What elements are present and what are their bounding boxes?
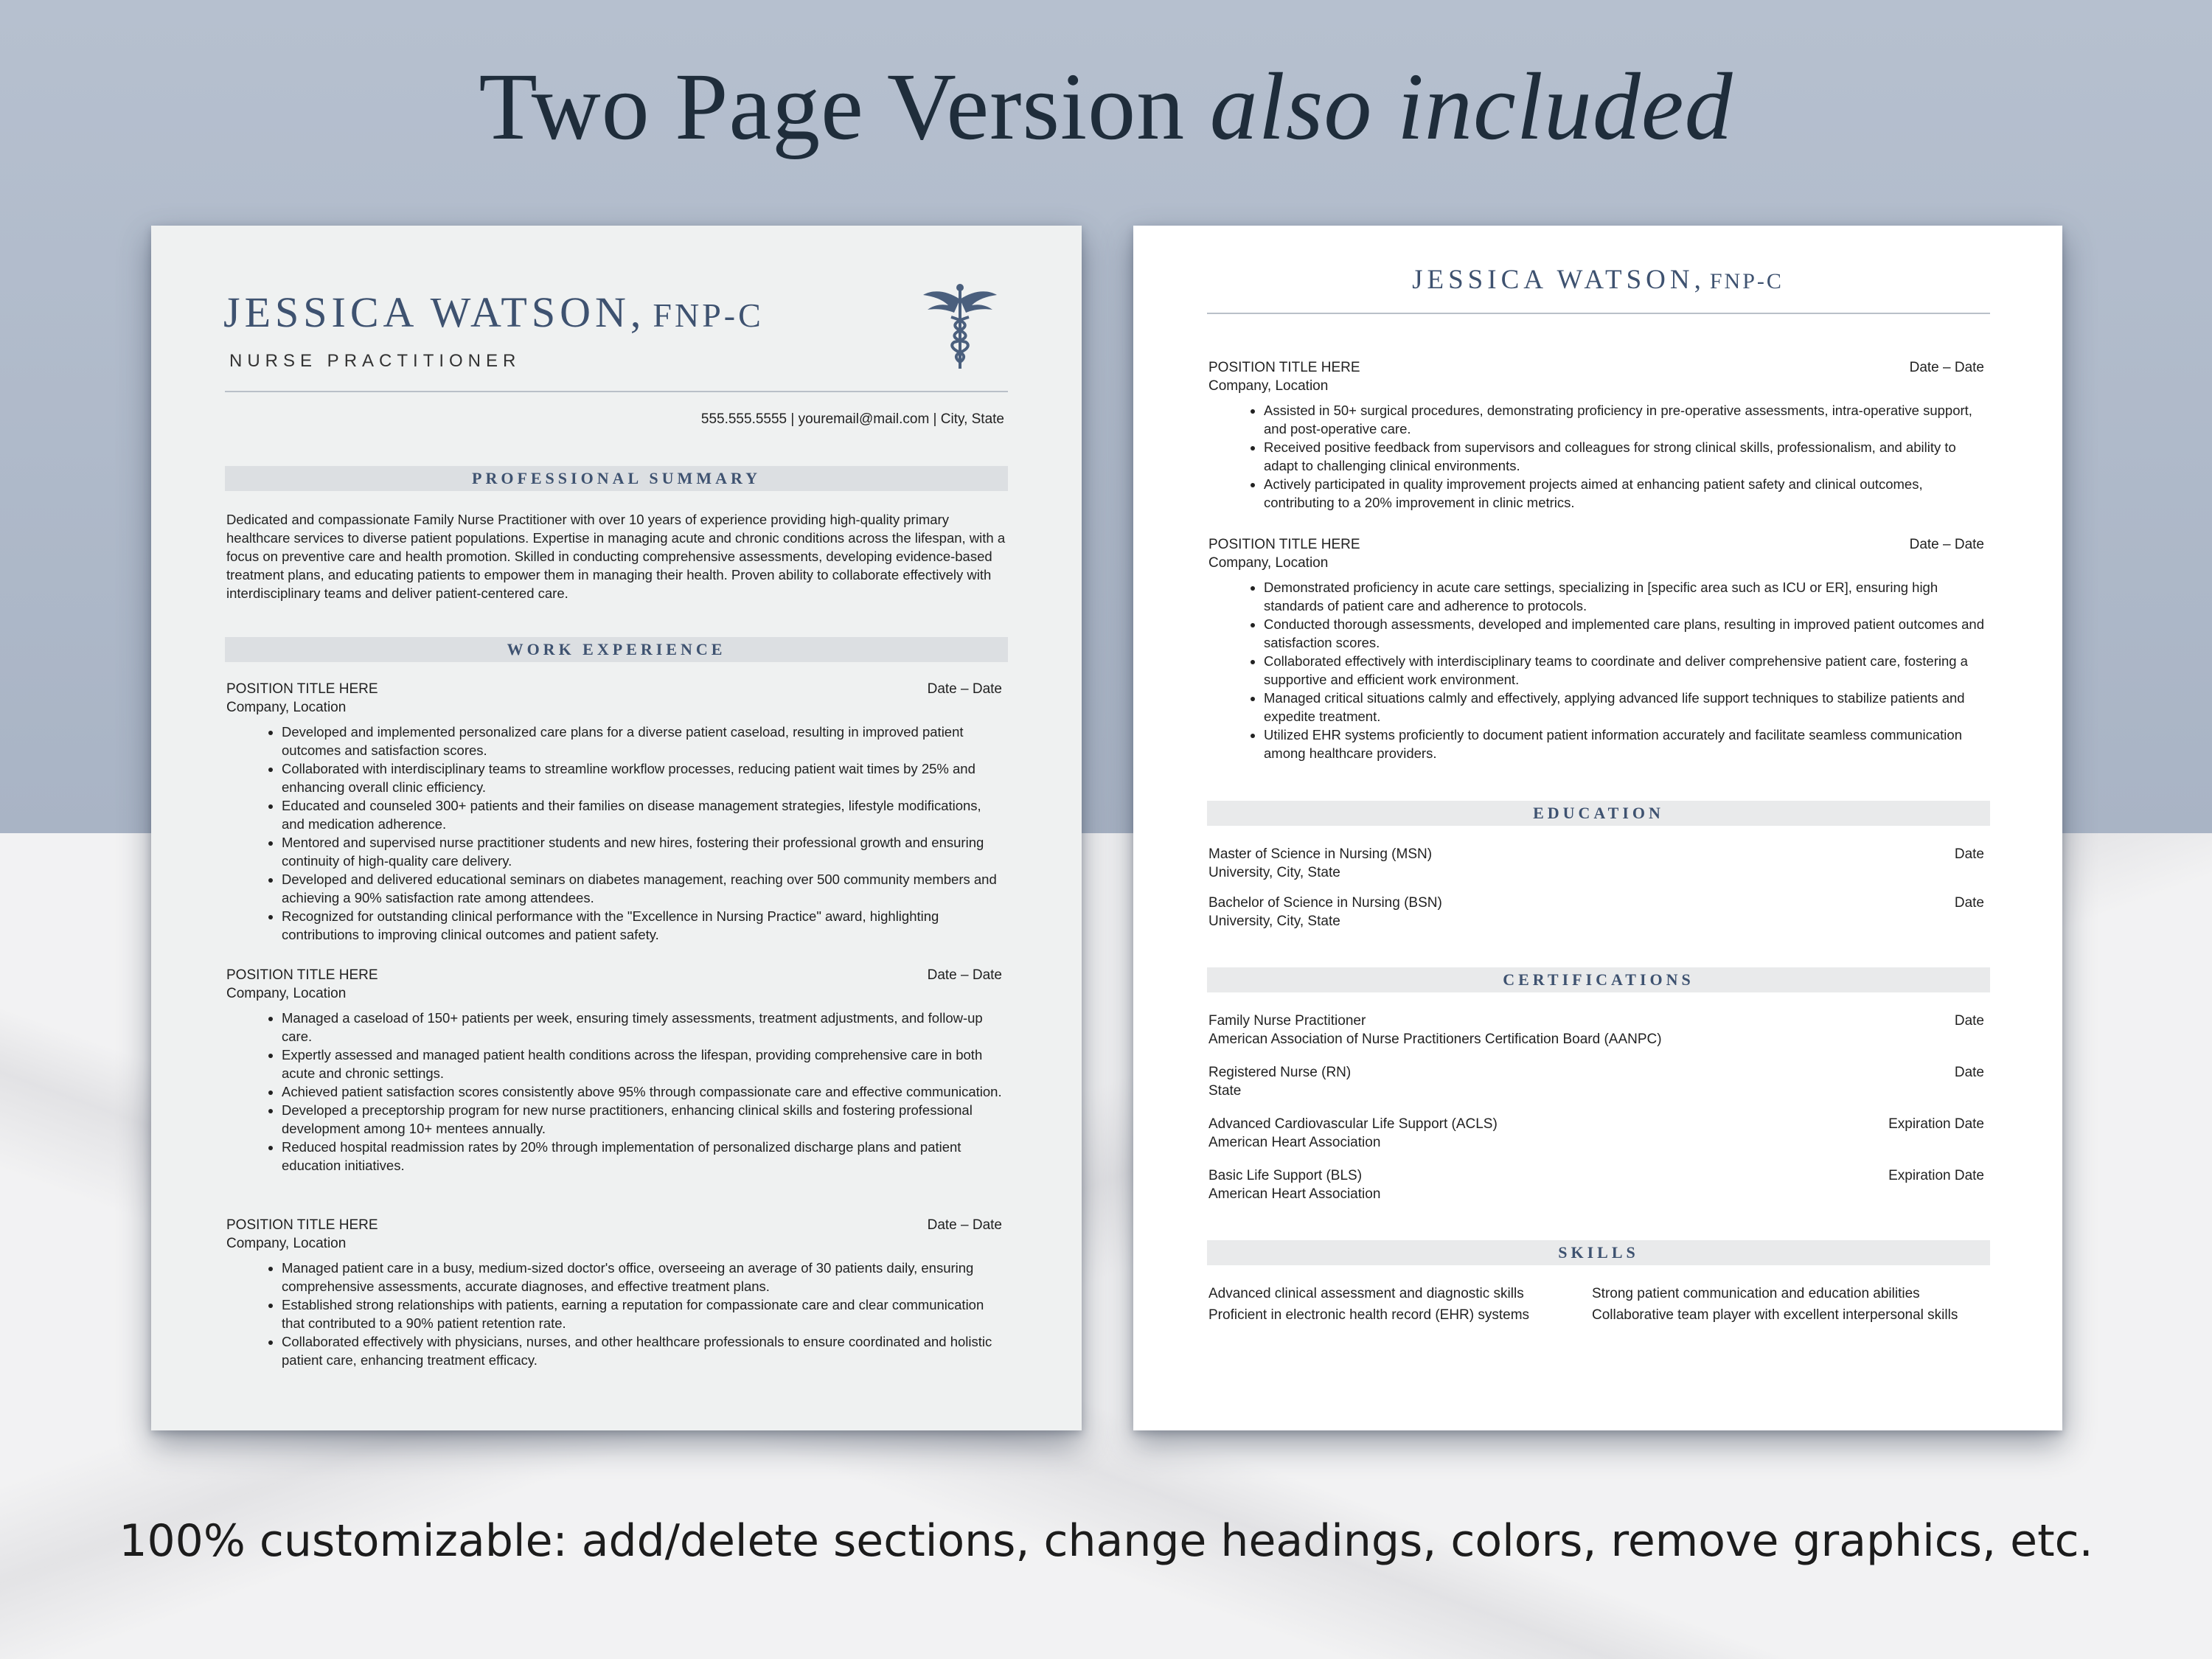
resume-page-1 [151, 226, 1082, 1430]
job-date: Date – Date [1909, 360, 1984, 375]
job-date: Date – Date [927, 1217, 1002, 1233]
skill-item: Advanced clinical assessment and diagnostic skills [1208, 1286, 1524, 1301]
bullet-item: • Assisted in 50+ surgical procedures, demonstrating proficiency in pre-operative assessments, intra-operative support, and post-operative care. [1264, 401, 1984, 438]
job-title: POSITION TITLE HERE [226, 967, 378, 983]
job-company: Company, Location [1208, 378, 1329, 394]
job-bullets [226, 1009, 1002, 1175]
bullet-item: • Established strong relationships with patients, earning a reputation for compassionate care and clear communication that contributed to a 90% patient retention rate. [282, 1295, 1002, 1332]
certification-issuer: State [1208, 1083, 1242, 1099]
header-rule [1207, 313, 1990, 314]
bullet-item: • Managed a caseload of 150+ patients per week, ensuring timely assessments, treatment adjustments, and follow-up care. [282, 1009, 1002, 1046]
bullet-item: • Recognized for outstanding clinical performance with the "Excellence in Nursing Practice" award, highlighting contributions to improving clinical outcomes and patient safety. [282, 907, 1002, 944]
job-company: Company, Location [226, 986, 347, 1001]
caduceus-icon [922, 283, 998, 370]
job-header [226, 1216, 1002, 1253]
school: University, City, State [1208, 865, 1340, 880]
certification-entry [1208, 1166, 1984, 1203]
education-date: Date [1954, 846, 1984, 862]
job-entry [1208, 535, 1984, 762]
bullet-item: • Achieved patient satisfaction scores consistently above 95% through compassionate care and effective communication. [282, 1082, 1002, 1101]
job-date: Date – Date [927, 967, 1002, 983]
resume-name [223, 288, 764, 337]
skill-item: Strong patient communication and education abilities [1592, 1286, 1920, 1301]
bullet-item: • Utilized EHR systems proficiently to document patient information accurately and facilitate seamless communication among healthcare providers. [1264, 726, 1984, 762]
section-band-education: EDUCATION [1207, 801, 1990, 826]
name-text: JESSICA WATSON, [223, 288, 646, 336]
bullet-item: • Demonstrated proficiency in acute care settings, specializing in [specific area such as ICU or ER], ensuring high standards of patient care and adherence to protocols. [1264, 578, 1984, 615]
job-date: Date – Date [1909, 537, 1984, 552]
footer-caption: 100% customizable: add/delete sections, change headings, colors, remove graphics, etc. [119, 1515, 2093, 1567]
bullet-item: • Received positive feedback from supervisors and colleagues for strong clinical skills, professionalism, and ability to adapt to challenging clinical environments. [1264, 438, 1984, 475]
section-band-summary: PROFESSIONAL SUMMARY [225, 466, 1008, 491]
education-date: Date [1954, 895, 1984, 911]
job-title: POSITION TITLE HERE [226, 681, 378, 697]
job-title: POSITION TITLE HERE [1208, 360, 1360, 375]
job-bullets [226, 723, 1002, 944]
job-bullets [226, 1259, 1002, 1369]
skills-column-left [1208, 1283, 1592, 1326]
bullet-item: • Managed patient care in a busy, medium-sized doctor's office, overseeing an average of 30 patients daily, ensuring comprehensive assessments, accurate diagnoses, and effective treatment plans. [282, 1259, 1002, 1295]
certification-entry [1208, 1012, 1984, 1048]
bullet-item: • Collaborated effectively with interdisciplinary teams to coordinate and deliver comprehensive patient care, fostering a supportive and efficient work environment. [1264, 652, 1984, 689]
job-company: Company, Location [226, 1236, 347, 1251]
job-company: Company, Location [226, 700, 347, 715]
certification-name: Registered Nurse (RN) [1208, 1065, 1352, 1080]
skill-item: Proficient in electronic health record (EHR) systems [1208, 1307, 1530, 1323]
certification-issuer: American Heart Association [1208, 1135, 1381, 1150]
job-entry [1208, 358, 1984, 512]
contact-info: 555.555.5555 | youremail@mail.com | City, State [700, 411, 1004, 427]
certification-issuer: American Heart Association [1208, 1186, 1381, 1202]
degree: Bachelor of Science in Nursing (BSN) [1208, 895, 1442, 911]
certification-date: Date [1954, 1065, 1984, 1080]
resume-page-2 [1133, 226, 2062, 1430]
credential: FNP-C [653, 296, 764, 334]
bullet-item: • Collaborated with interdisciplinary teams to streamline workflow processes, reducing patient wait times by 25% and enhancing overall clinic efficiency. [282, 759, 1002, 796]
headline-main: Two Page Version [479, 54, 1186, 160]
job-header [226, 966, 1002, 1003]
bullet-item: • Expertly assessed and managed patient health conditions across the lifespan, providing comprehensive care in both acute and chronic settings. [282, 1046, 1002, 1082]
job-bullets [1208, 578, 1984, 762]
job-date: Date – Date [927, 681, 1002, 697]
job-title: POSITION TITLE HERE [226, 1217, 378, 1233]
job-entry [226, 1216, 1002, 1369]
certification-entry [1208, 1063, 1984, 1100]
job-entry [226, 966, 1002, 1175]
headline [0, 52, 2212, 162]
job-header [1208, 535, 1984, 572]
certification-date: Expiration Date [1888, 1116, 1984, 1132]
summary-text: Dedicated and compassionate Family Nurse Practitioner with over 10 years of experience providing high-quality primary healthcare services to diverse patient populations. Expertise in managing acute and chronic conditions across the lifespan, with a focus on preventive care and health promotion. Skilled in conducting comprehensive assessments, developing evidence-based treatment plans, and educating patients to empower them in managing their health. Proven ability to collaborate effectively with interdisciplinary teams and deliver patient-centered care. [226, 512, 1006, 601]
certification-name: Basic Life Support (BLS) [1208, 1168, 1363, 1183]
education-entry [1208, 894, 1984, 931]
bullet-item: • Developed a preceptorship program for new nurse practitioners, enhancing clinical skills and fostering professional development among 10+ mentees annually. [282, 1101, 1002, 1138]
name-text: JESSICA WATSON, [1412, 265, 1705, 295]
credential: FNP-C [1709, 269, 1784, 293]
bullet-item: • Actively participated in quality improvement projects aimed at enhancing patient safety and clinical outcomes, contributing to a 20% improvement in clinic metrics. [1264, 475, 1984, 512]
certification-name: Advanced Cardiovascular Life Support (ACLS) [1208, 1116, 1498, 1132]
bullet-item: • Mentored and supervised nurse practitioner students and new hires, fostering their professional growth and ensuring continuity of high-quality care delivery. [282, 833, 1002, 870]
bullet-item: • Reduced hospital readmission rates by 20% through implementation of personalized discharge plans and patient education initiatives. [282, 1138, 1002, 1175]
headline-italic: also included [1209, 54, 1733, 160]
bullet-item: • Developed and implemented personalized care plans for a diverse patient caseload, resulting in improved patient outcomes and satisfaction scores. [282, 723, 1002, 759]
job-role: NURSE PRACTITIONER [229, 351, 521, 371]
skill-item: Collaborative team player with excellent interpersonal skills [1592, 1307, 1958, 1323]
job-title: POSITION TITLE HERE [1208, 537, 1360, 552]
bullet-item: • Developed and delivered educational seminars on diabetes management, reaching over 500 community members and achieving a 90% satisfaction rate among attendees. [282, 870, 1002, 907]
degree: Master of Science in Nursing (MSN) [1208, 846, 1433, 862]
job-bullets [1208, 401, 1984, 512]
certification-entry [1208, 1115, 1984, 1152]
bullet-item: • Collaborated effectively with physicians, nurses, and other healthcare professionals to ensure coordinated and holistic patient care, enhancing treatment efficacy. [282, 1332, 1002, 1369]
job-header [1208, 358, 1984, 395]
certification-issuer: American Association of Nurse Practitioners Certification Board (AANPC) [1208, 1032, 1662, 1047]
header-rule [225, 391, 1008, 392]
section-band-skills: SKILLS [1207, 1240, 1990, 1265]
certification-date: Date [1954, 1013, 1984, 1029]
certification-date: Expiration Date [1888, 1168, 1984, 1183]
job-company: Company, Location [1208, 555, 1329, 571]
resume-name [1133, 264, 2062, 296]
job-entry [226, 680, 1002, 944]
section-band-certifications: CERTIFICATIONS [1207, 967, 1990, 992]
certification-name: Family Nurse Practitioner [1208, 1013, 1366, 1029]
skills-column-right [1592, 1283, 1990, 1326]
section-band-experience: WORK EXPERIENCE [225, 637, 1008, 662]
job-header [226, 680, 1002, 717]
bullet-item: • Educated and counseled 300+ patients and their families on disease management strategies, lifestyle modifications, and medication adherence. [282, 796, 1002, 833]
bullet-item: • Managed critical situations calmly and effectively, applying advanced life support techniques to stabilize patients and expedite treatment. [1264, 689, 1984, 726]
school: University, City, State [1208, 914, 1340, 929]
education-entry [1208, 845, 1984, 882]
bullet-item: • Conducted thorough assessments, developed and implemented care plans, resulting in improved patient outcomes and satisfaction scores. [1264, 615, 1984, 652]
